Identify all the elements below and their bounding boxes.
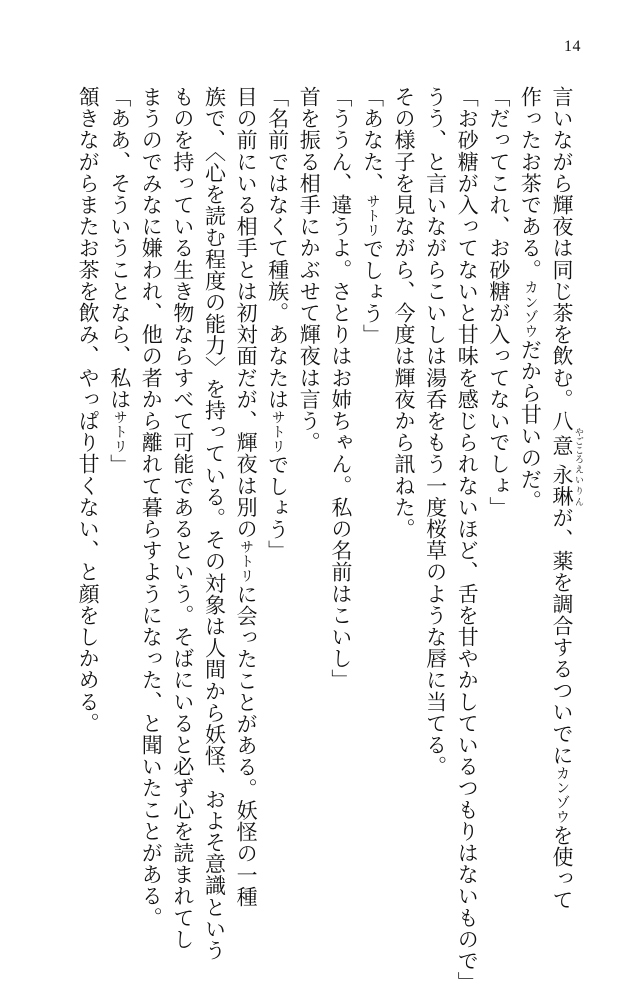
text-line xyxy=(103,86,135,866)
text-segment: 頷きながらまたお茶を飲み、やっぱり甘くない、と顔をしかめる。 xyxy=(76,86,101,734)
small-katakana-text: カンゾウ xyxy=(554,766,570,825)
small-katakana-text: サトリ xyxy=(238,539,255,584)
small-katakana-text: サトリ xyxy=(111,410,128,454)
text-segment: その様子を見ながら、今度は輝夜から訊ねた。 xyxy=(392,86,417,540)
text-segment: ものを持っている生き物ならすべて可能であるという。そばにいると必ず心を読まれてし xyxy=(170,86,195,950)
ruby-reading: やごころ xyxy=(573,427,583,464)
text-line xyxy=(545,86,583,911)
text-line xyxy=(324,86,356,866)
text-segment: 目の前にいる相手とは初対面だが、輝夜は別の xyxy=(234,86,259,540)
text-segment: だから甘いのだ。 xyxy=(518,338,543,512)
ruby-reading: えいりん xyxy=(573,463,583,507)
text-line xyxy=(198,86,230,962)
text-line xyxy=(135,86,167,929)
text-segment: に会ったことがある。妖怪の一種 xyxy=(234,583,259,908)
vertical-text-body xyxy=(43,86,583,993)
text-segment: 「お砂糖が入ってないと甘味を感じられないほど、舌を甘やかしているつもりはないもので」 xyxy=(455,86,480,993)
text-segment: 「ううん、違うよ。さとりはお姉ちゃん。私の名前はこいし」 xyxy=(328,86,353,691)
ruby-word xyxy=(550,463,583,507)
text-segment: 「あなた、 xyxy=(360,86,385,194)
small-katakana-text: サトリ xyxy=(269,410,286,454)
text-line xyxy=(387,86,419,866)
text-line xyxy=(293,86,325,866)
text-line xyxy=(356,86,388,866)
text-line xyxy=(261,86,293,866)
text-segment: 言いながら輝夜は同じ茶を飲む。八 xyxy=(550,86,574,432)
text-line xyxy=(229,86,261,908)
text-line xyxy=(514,86,546,866)
text-segment: 作ったお茶である。 xyxy=(518,86,543,281)
small-katakana-text: サトリ xyxy=(364,194,381,238)
text-line xyxy=(451,86,483,993)
page-number: 14 xyxy=(564,38,581,55)
text-segment: を使って xyxy=(550,824,574,911)
text-segment: まうのでみなに嫌われ、他の者から離れて暮らすようになった、と聞いたことがある。 xyxy=(139,86,164,929)
text-line xyxy=(72,86,104,866)
text-segment: が、薬を調合するついでに xyxy=(550,506,574,766)
text-line xyxy=(482,86,514,866)
text-segment: 「ああ、そういうことなら、私は xyxy=(107,86,132,410)
text-segment: 「だってこれ、お砂糖が入ってないでしょ」 xyxy=(486,86,511,518)
small-katakana-text: カンゾウ xyxy=(522,280,539,339)
ruby-word xyxy=(550,427,583,464)
ruby-base: 意 xyxy=(550,427,574,464)
text-segment: 首を振る相手にかぶせて輝夜は言う。 xyxy=(297,86,322,454)
text-segment: でしょう」 xyxy=(265,453,290,562)
text-segment: 」 xyxy=(107,453,132,476)
text-line xyxy=(419,86,451,866)
text-line xyxy=(166,86,198,950)
text-segment: 「名前ではなくて種族。あなたは xyxy=(265,86,290,410)
text-segment: うう、と言いながらこいしは湯呑をもう一度桜草のような唇に当てる。 xyxy=(423,86,448,778)
ruby-base: 永琳 xyxy=(550,463,574,507)
text-segment: でしょう」 xyxy=(360,237,385,346)
text-segment: 族で、〈心を読む程度の能力〉を持っている。その対象は人間から妖怪、およそ意識という xyxy=(202,86,227,962)
